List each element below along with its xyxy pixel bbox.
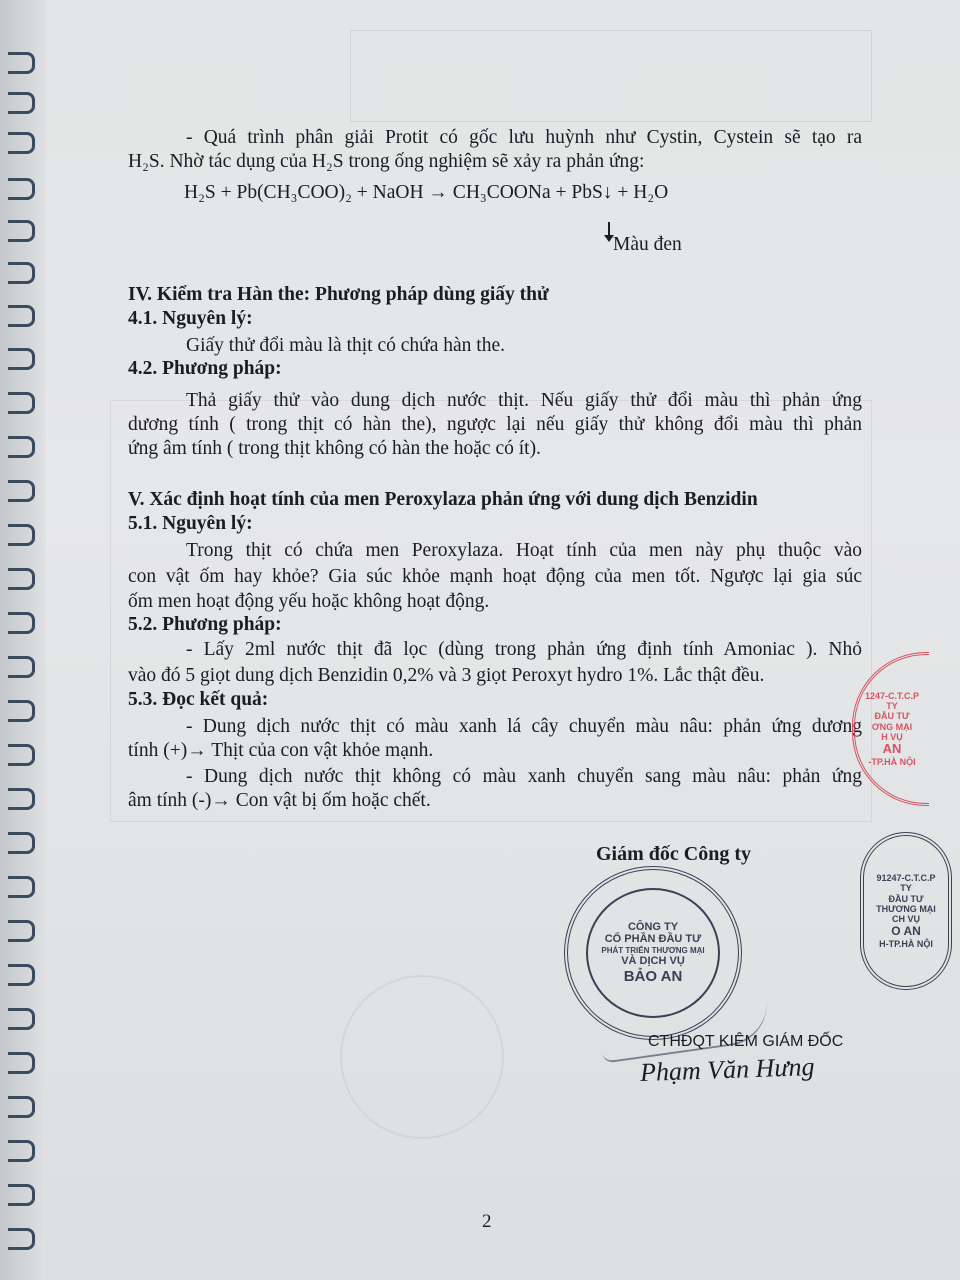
signatory-name: Phạm Văn Hưng [639, 1051, 815, 1088]
binding-ring [8, 964, 35, 986]
seal-inner-ring [586, 888, 720, 1018]
seal-text: THƯƠNG MẠI [876, 904, 936, 915]
subsection-heading: 5.1. Nguyên lý: [128, 513, 253, 534]
binding-ring [8, 1140, 35, 1162]
binding-ring [8, 262, 35, 284]
seal-text: ĐẦU TƯ [874, 711, 910, 722]
binding-ring [8, 1184, 35, 1206]
binding-ring [8, 436, 35, 458]
seal-text: 91247-C.T.C.P [876, 873, 936, 884]
binding-ring [8, 52, 35, 74]
binding-ring [8, 220, 35, 242]
spiral-binding [0, 0, 46, 1280]
partial-company-seal-dark [860, 832, 952, 990]
text-line: vào đó 5 giọt dung dịch Benzidin 0,2% và 3 giọt Peroxyt hydro 1%. Lắc thật đều. [128, 665, 765, 686]
binding-ring [8, 348, 35, 370]
section-heading: V. Xác định hoạt tính của men Peroxylaza phản ứng với dung dịch Benzidin [128, 489, 758, 510]
show-through-header [350, 30, 872, 122]
text-line: - Lấy 2ml nước thịt đã lọc (dùng trong phản ứng định tính Amoniac ). Nhỏ [186, 639, 862, 660]
binding-ring [8, 92, 35, 114]
binding-ring [8, 1052, 35, 1074]
text-line: dương tính ( trong thịt có hàn the), ngược lại nếu giấy thử không đổi màu thì phản [128, 414, 862, 435]
binding-ring [8, 656, 35, 678]
text-line: ốm men hoạt động yếu hoặc không hoạt động. [128, 591, 490, 612]
precipitate-label: Màu đen [613, 234, 682, 255]
seal-text: TY [886, 700, 898, 711]
text-line: Giấy thử đổi màu là thịt có chứa hàn the. [186, 335, 505, 356]
binding-ring [8, 524, 35, 546]
text-line: - Dung dịch nước thịt có màu xanh lá cây chuyển màu nâu: phản ứng dương [186, 716, 862, 737]
binding-ring [8, 1008, 35, 1030]
seal-text: 1247-C.T.C.P [864, 690, 920, 701]
subsection-heading: 4.1. Nguyên lý: [128, 308, 253, 329]
show-through-seal [340, 975, 504, 1139]
text-line: con vật ốm hay khỏe? Gia súc khỏe mạnh hoạt động của men tốt. Ngược lại gia súc [128, 566, 862, 587]
seal-text: BẢO AN [623, 967, 683, 985]
seal-text: CÔNG TY [627, 920, 679, 933]
down-arrow-icon [608, 222, 610, 236]
binding-ring [8, 305, 35, 327]
binding-ring [8, 788, 35, 810]
binding-ring [8, 832, 35, 854]
seal-text: H VỤ [881, 731, 903, 742]
text-line: - Quá trình phân giải Protit có gốc lưu huỳnh như Cystin, Cystein sẽ tạo ra [186, 127, 862, 148]
seal-text: -TP.HÀ NỘI [868, 757, 916, 768]
binding-ring [8, 178, 35, 200]
seal-text: O AN [891, 923, 921, 938]
binding-ring [8, 612, 35, 634]
seal-text: TY [900, 883, 912, 894]
text-line: âm tính (-)→ Con vật bị ốm hoặc chết. [128, 790, 431, 811]
chemical-equation: H₂S + Pb(CH₃COO)₂ + NaOH → CH₃COONa + PbS↓ + H₂O [184, 182, 669, 203]
binding-ring [8, 132, 35, 154]
seal-text: ƠNG MẠI [871, 721, 913, 732]
seal-text: CH VỤ [891, 914, 920, 925]
text-line: H₂S. Nhờ tác dụng của H₂S trong ống nghiệm sẽ xảy ra phản ứng: [128, 151, 645, 172]
binding-ring [8, 700, 35, 722]
binding-ring [8, 392, 35, 414]
seal-text: CỔ PHẦN ĐẦU TƯ [604, 933, 702, 946]
text-line: tính (+)→ Thịt của con vật khỏe mạnh. [128, 740, 434, 761]
binding-ring [8, 920, 35, 942]
binding-ring [8, 1228, 35, 1250]
binding-ring [8, 568, 35, 590]
page-number: 2 [482, 1211, 492, 1232]
text-line: ứng âm tính ( trong thịt không có hàn the hoặc có ít). [128, 438, 541, 459]
binding-ring [8, 744, 35, 766]
subsection-heading: 4.2. Phương pháp: [128, 358, 282, 379]
seal-text: H-TP.HÀ NỘI [879, 938, 933, 949]
binding-ring [8, 480, 35, 502]
section-heading: IV. Kiểm tra Hàn the: Phương pháp dùng giấy thử [128, 284, 549, 305]
text-line: - Dung dịch nước thịt không có màu xanh chuyển sang màu nâu: phản ứng [186, 766, 862, 787]
text-line: Thả giấy thử vào dung dịch nước thịt. Nếu giấy thử đổi màu thì phản ứng [186, 390, 862, 411]
binding-ring [8, 876, 35, 898]
seal-text: ĐẦU TƯ [888, 893, 924, 904]
signatory-role: CTHĐQT KIÊM GIÁM ĐỐC [648, 1033, 844, 1050]
text-line: Trong thịt có chứa men Peroxylaza. Hoạt tính của men này phụ thuộc vào [186, 540, 862, 561]
subsection-heading: 5.3. Đọc kết quả: [128, 689, 269, 710]
signature-title: Giám đốc Công ty [596, 843, 751, 865]
binding-ring [8, 1096, 35, 1118]
seal-text: VÀ DỊCH VỤ [621, 955, 685, 968]
seal-text: AN [882, 741, 902, 757]
subsection-heading: 5.2. Phương pháp: [128, 614, 282, 635]
seal-text: PHÁT TRIỂN THƯƠNG MẠI [601, 946, 705, 956]
